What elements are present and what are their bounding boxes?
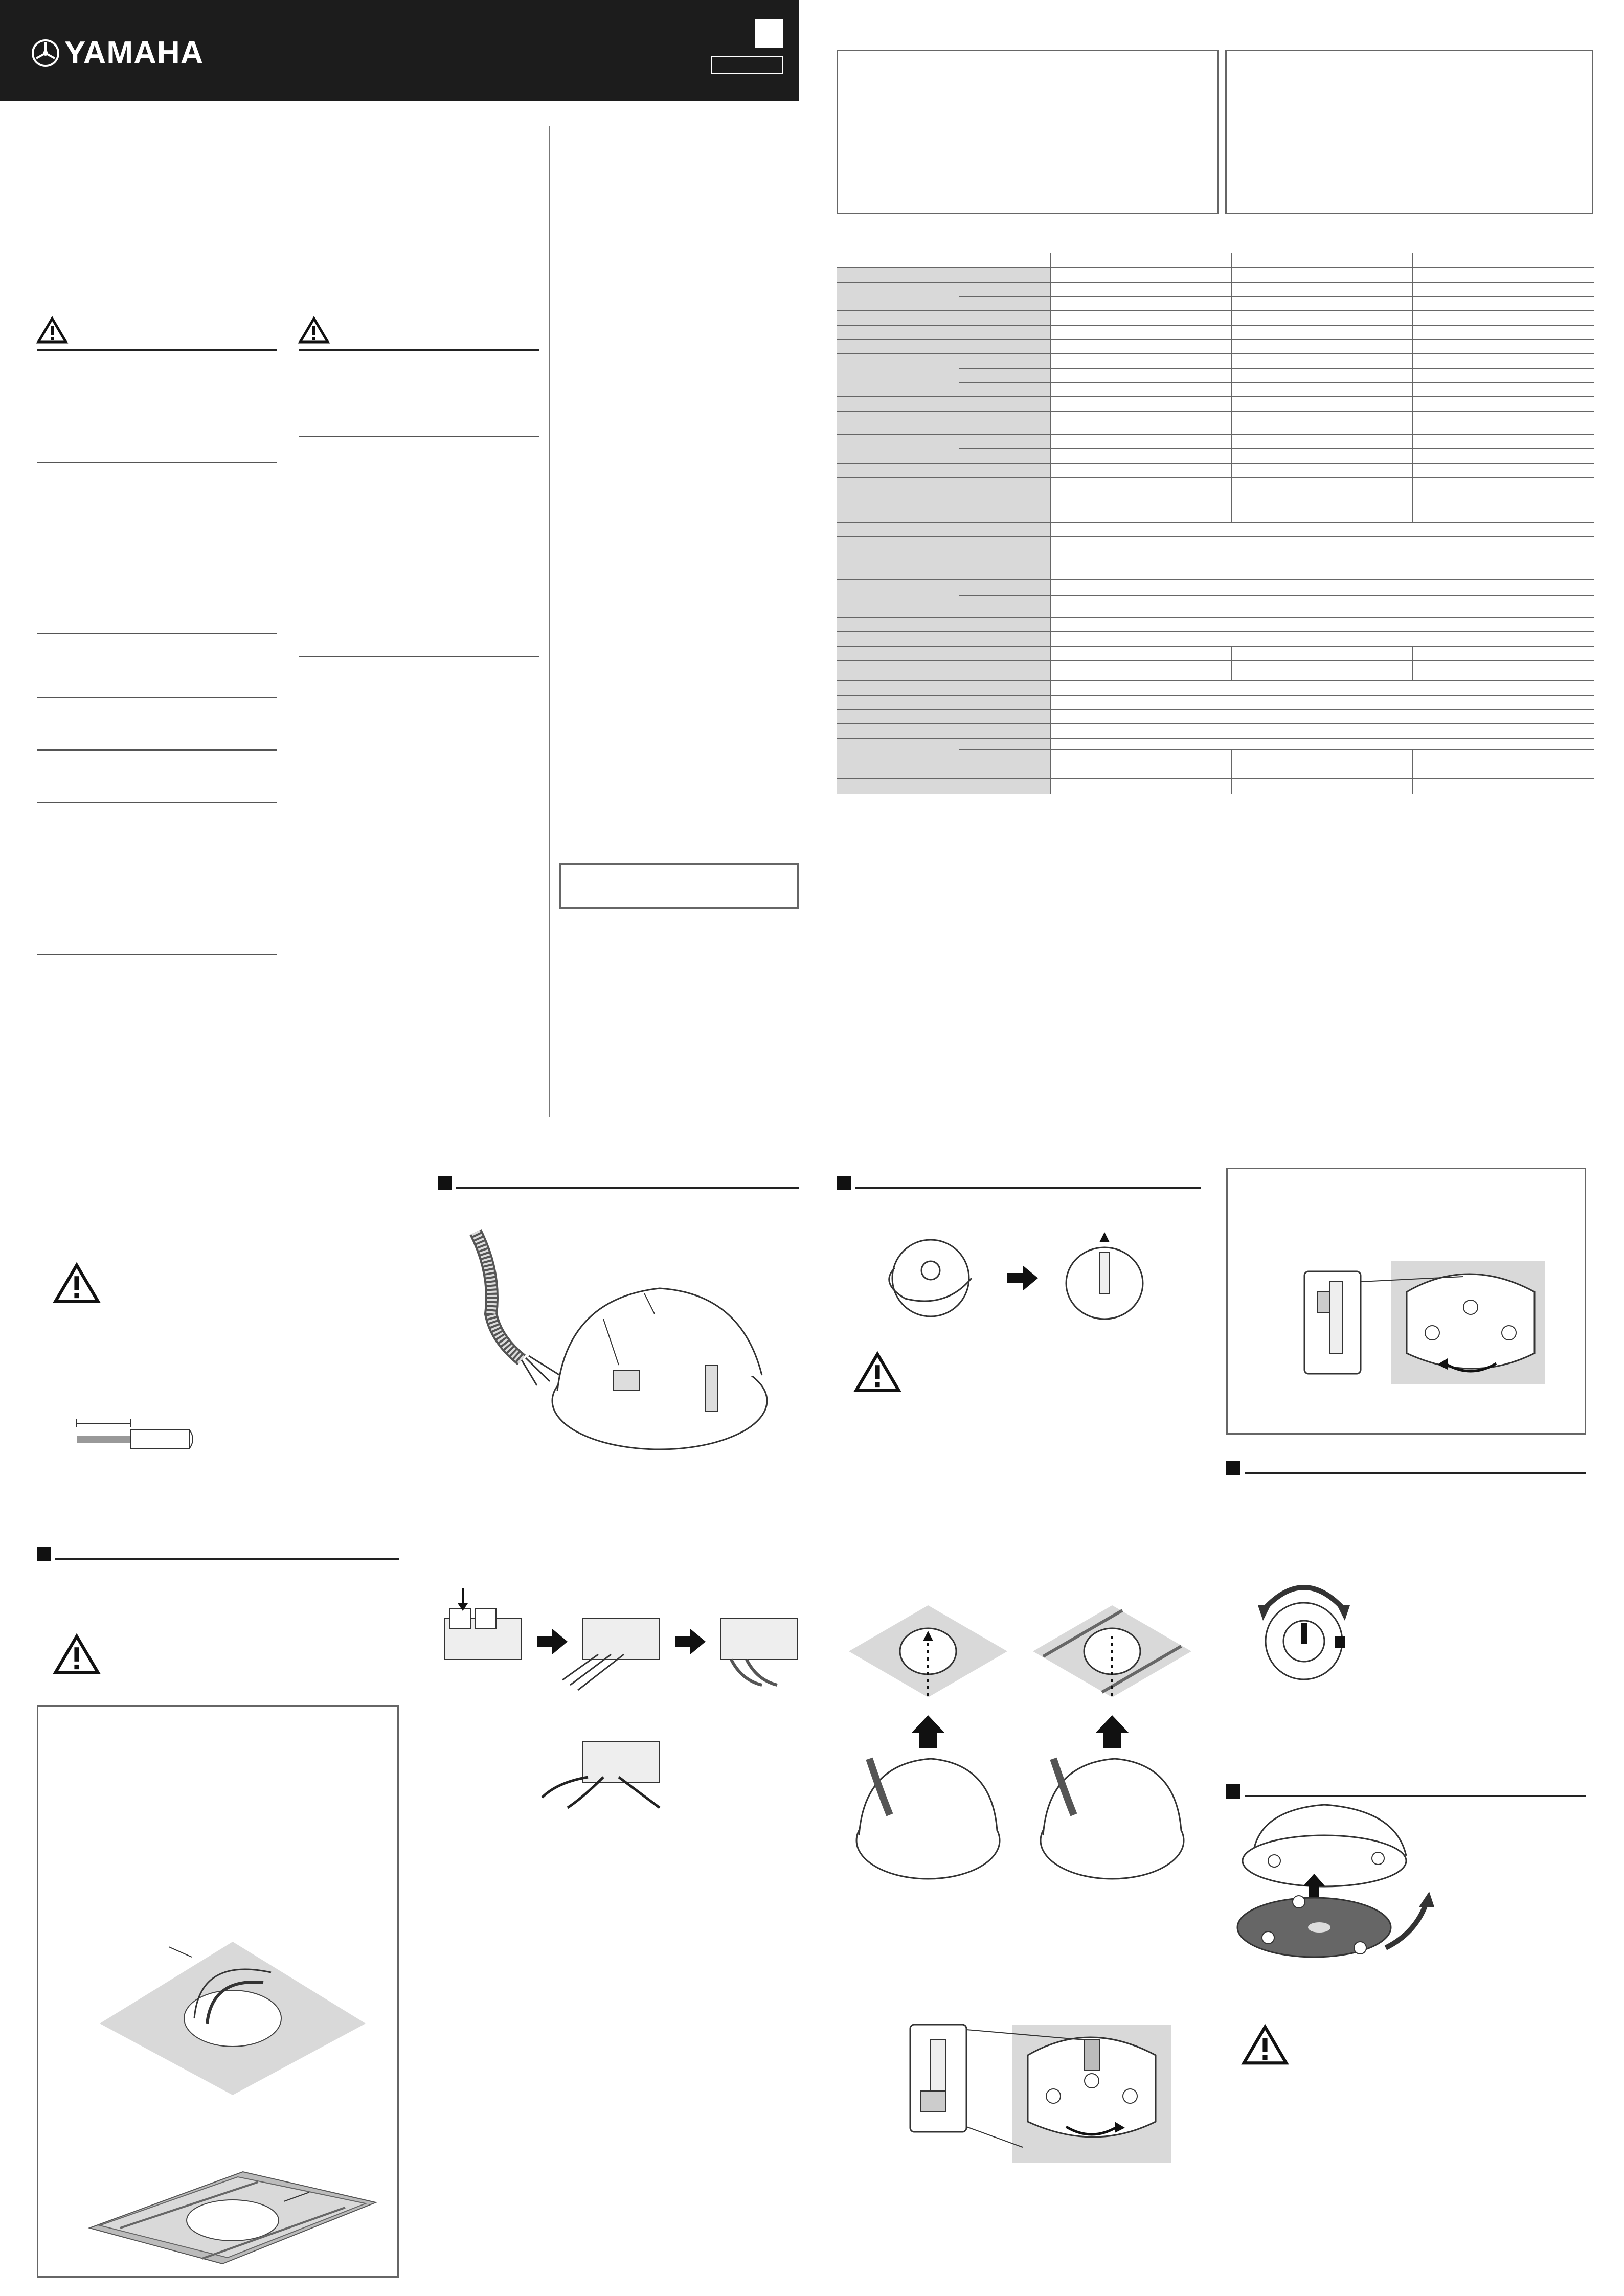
ceiling-cutout-illustration <box>89 1931 376 2100</box>
column-divider <box>549 126 550 1117</box>
terminal-step-3 <box>721 1619 798 1685</box>
warning-triangle-icon <box>1242 2025 1289 2065</box>
section-square-marker <box>1226 1461 1240 1475</box>
divider <box>299 656 539 657</box>
section-rule <box>1245 1795 1586 1797</box>
language-badge <box>755 19 783 48</box>
section-square-marker <box>837 1176 851 1190</box>
brand-logo <box>32 35 204 71</box>
section-rule <box>55 1558 399 1560</box>
cable-strip-diagram <box>72 1416 205 1462</box>
rotate-arrow-icon <box>1337 1605 1350 1621</box>
divider <box>37 633 277 634</box>
speaker-wiring-illustration <box>465 1222 772 1467</box>
info-box-left <box>837 50 1219 214</box>
arrow-up-icon <box>1099 1232 1110 1242</box>
header-bar <box>0 0 799 101</box>
section-rule <box>855 1187 1201 1189</box>
section-square-marker <box>1226 1784 1240 1799</box>
section-square-marker <box>438 1176 452 1190</box>
divider <box>37 802 277 803</box>
section-square-marker <box>37 1547 51 1561</box>
rotate-arrow-icon <box>1258 1605 1271 1621</box>
rotate-arrow-icon <box>1419 1892 1434 1907</box>
clamp-tightening-illustration <box>890 1994 1176 2163</box>
divider <box>299 436 539 437</box>
note-box <box>559 863 799 909</box>
arrow-up-icon <box>1095 1715 1129 1748</box>
warning-rule <box>299 349 539 351</box>
section-rule <box>1245 1472 1586 1474</box>
info-box-right <box>1225 50 1593 214</box>
warning-triangle-icon <box>37 317 67 344</box>
warning-triangle-icon <box>53 1634 100 1675</box>
terminal-step-4 <box>542 1741 660 1808</box>
terminal-step-2 <box>562 1619 660 1690</box>
safety-wire-illustration <box>874 1227 1161 1319</box>
warning-section-2 <box>299 317 539 353</box>
warning-triangle-icon <box>854 1352 901 1393</box>
tap-selector-illustration <box>1248 1575 1360 1687</box>
model-number-box <box>711 56 783 74</box>
arrow-right-icon <box>1007 1265 1038 1291</box>
warning-section-1 <box>37 317 277 353</box>
arrow-right-icon <box>675 1629 706 1654</box>
warning-triangle-icon <box>299 317 329 344</box>
section-rule <box>456 1187 799 1189</box>
warning-rule <box>37 349 277 351</box>
tile-bridge-illustration <box>89 2172 376 2274</box>
spec-table-wrap <box>837 253 1594 794</box>
grille-attach-illustration <box>1232 1805 1457 1958</box>
divider <box>37 749 277 751</box>
divider <box>37 462 277 463</box>
spec-table <box>837 253 1594 794</box>
warning-triangle-icon <box>53 1263 100 1304</box>
divider <box>37 954 277 955</box>
cutout-illustration-panel <box>37 1705 399 2278</box>
clamp-detail-panel <box>1226 1168 1586 1435</box>
yamaha-tuning-fork-logo-icon <box>32 39 59 67</box>
brand-name: YAMAHA <box>64 35 204 71</box>
terminal-connection-steps <box>435 1588 803 1823</box>
terminal-step-1 <box>445 1588 522 1660</box>
arrow-up-icon <box>911 1715 945 1748</box>
arrow-right-icon <box>537 1629 568 1654</box>
ceiling-insertion-illustration <box>844 1595 1197 1902</box>
clamp-detail-illustration <box>1294 1261 1550 1384</box>
divider <box>37 697 277 698</box>
